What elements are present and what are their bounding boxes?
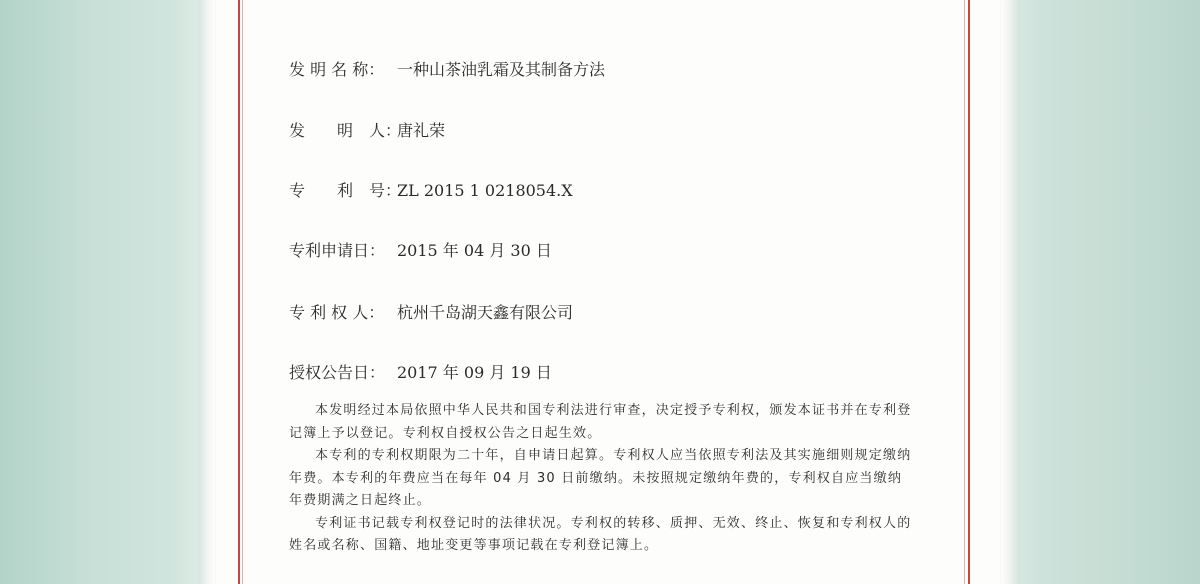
field-patent-number (289, 178, 573, 201)
field-inventor (289, 118, 445, 141)
frame-left-edge (198, 0, 216, 584)
field-value: 杭州千岛湖天鑫有限公司 (397, 303, 574, 322)
field-application-date (289, 238, 552, 261)
field-label: 发 明 名 称： (289, 60, 385, 79)
field-value: 2017 年 09 月 19 日 (397, 363, 552, 382)
certificate-border-right (968, 0, 970, 584)
body-paragraph: 专利证书记载专利权登记时的法律状况。专利权的转移、质押、无效、终止、恢复和专利权人的姓名或名称、国籍、地址变更等事项记载在专利登记簿上。 (289, 515, 912, 553)
field-patentee (289, 300, 573, 323)
field-label: 专利申请日： (289, 241, 386, 260)
body-paragraph: 本专利的专利权期限为二十年，自申请日起算。专利权人应当依照专利法及其实施细则规定缴纳年费。本专利的年费应当在每年 04 月 30 日前缴纳。未按照规定缴纳年费的，专利权自应当缴纳年费期满之日起终止。 (289, 448, 912, 508)
field-value: ZL 2015 1 0218054.X (397, 181, 573, 200)
field-label: 发 明 人： (289, 121, 402, 140)
field-value: 一种山茶油乳霜及其制备方法 (397, 60, 606, 79)
field-value: 唐礼荣 (397, 121, 446, 140)
certificate-border-left (238, 0, 240, 584)
frame-right-edge (1000, 0, 1020, 584)
field-label: 专 利 权 人： (289, 303, 385, 322)
body-paragraph: 本发明经过本局依照中华人民共和国专利法进行审查，决定授予专利权，颁发本证书并在专利登记簿上予以登记。专利权自授权公告之日起生效。 (289, 403, 912, 441)
certificate-body-text (289, 400, 914, 558)
field-value: 2015 年 04 月 30 日 (397, 241, 552, 260)
field-label: 授权公告日： (289, 363, 386, 382)
field-grant-date (289, 360, 552, 383)
certificate-border-right-inner (964, 0, 965, 584)
field-invention-name (289, 57, 605, 80)
certificate-border-left-inner (242, 0, 243, 584)
field-label: 专 利 号： (289, 181, 402, 200)
